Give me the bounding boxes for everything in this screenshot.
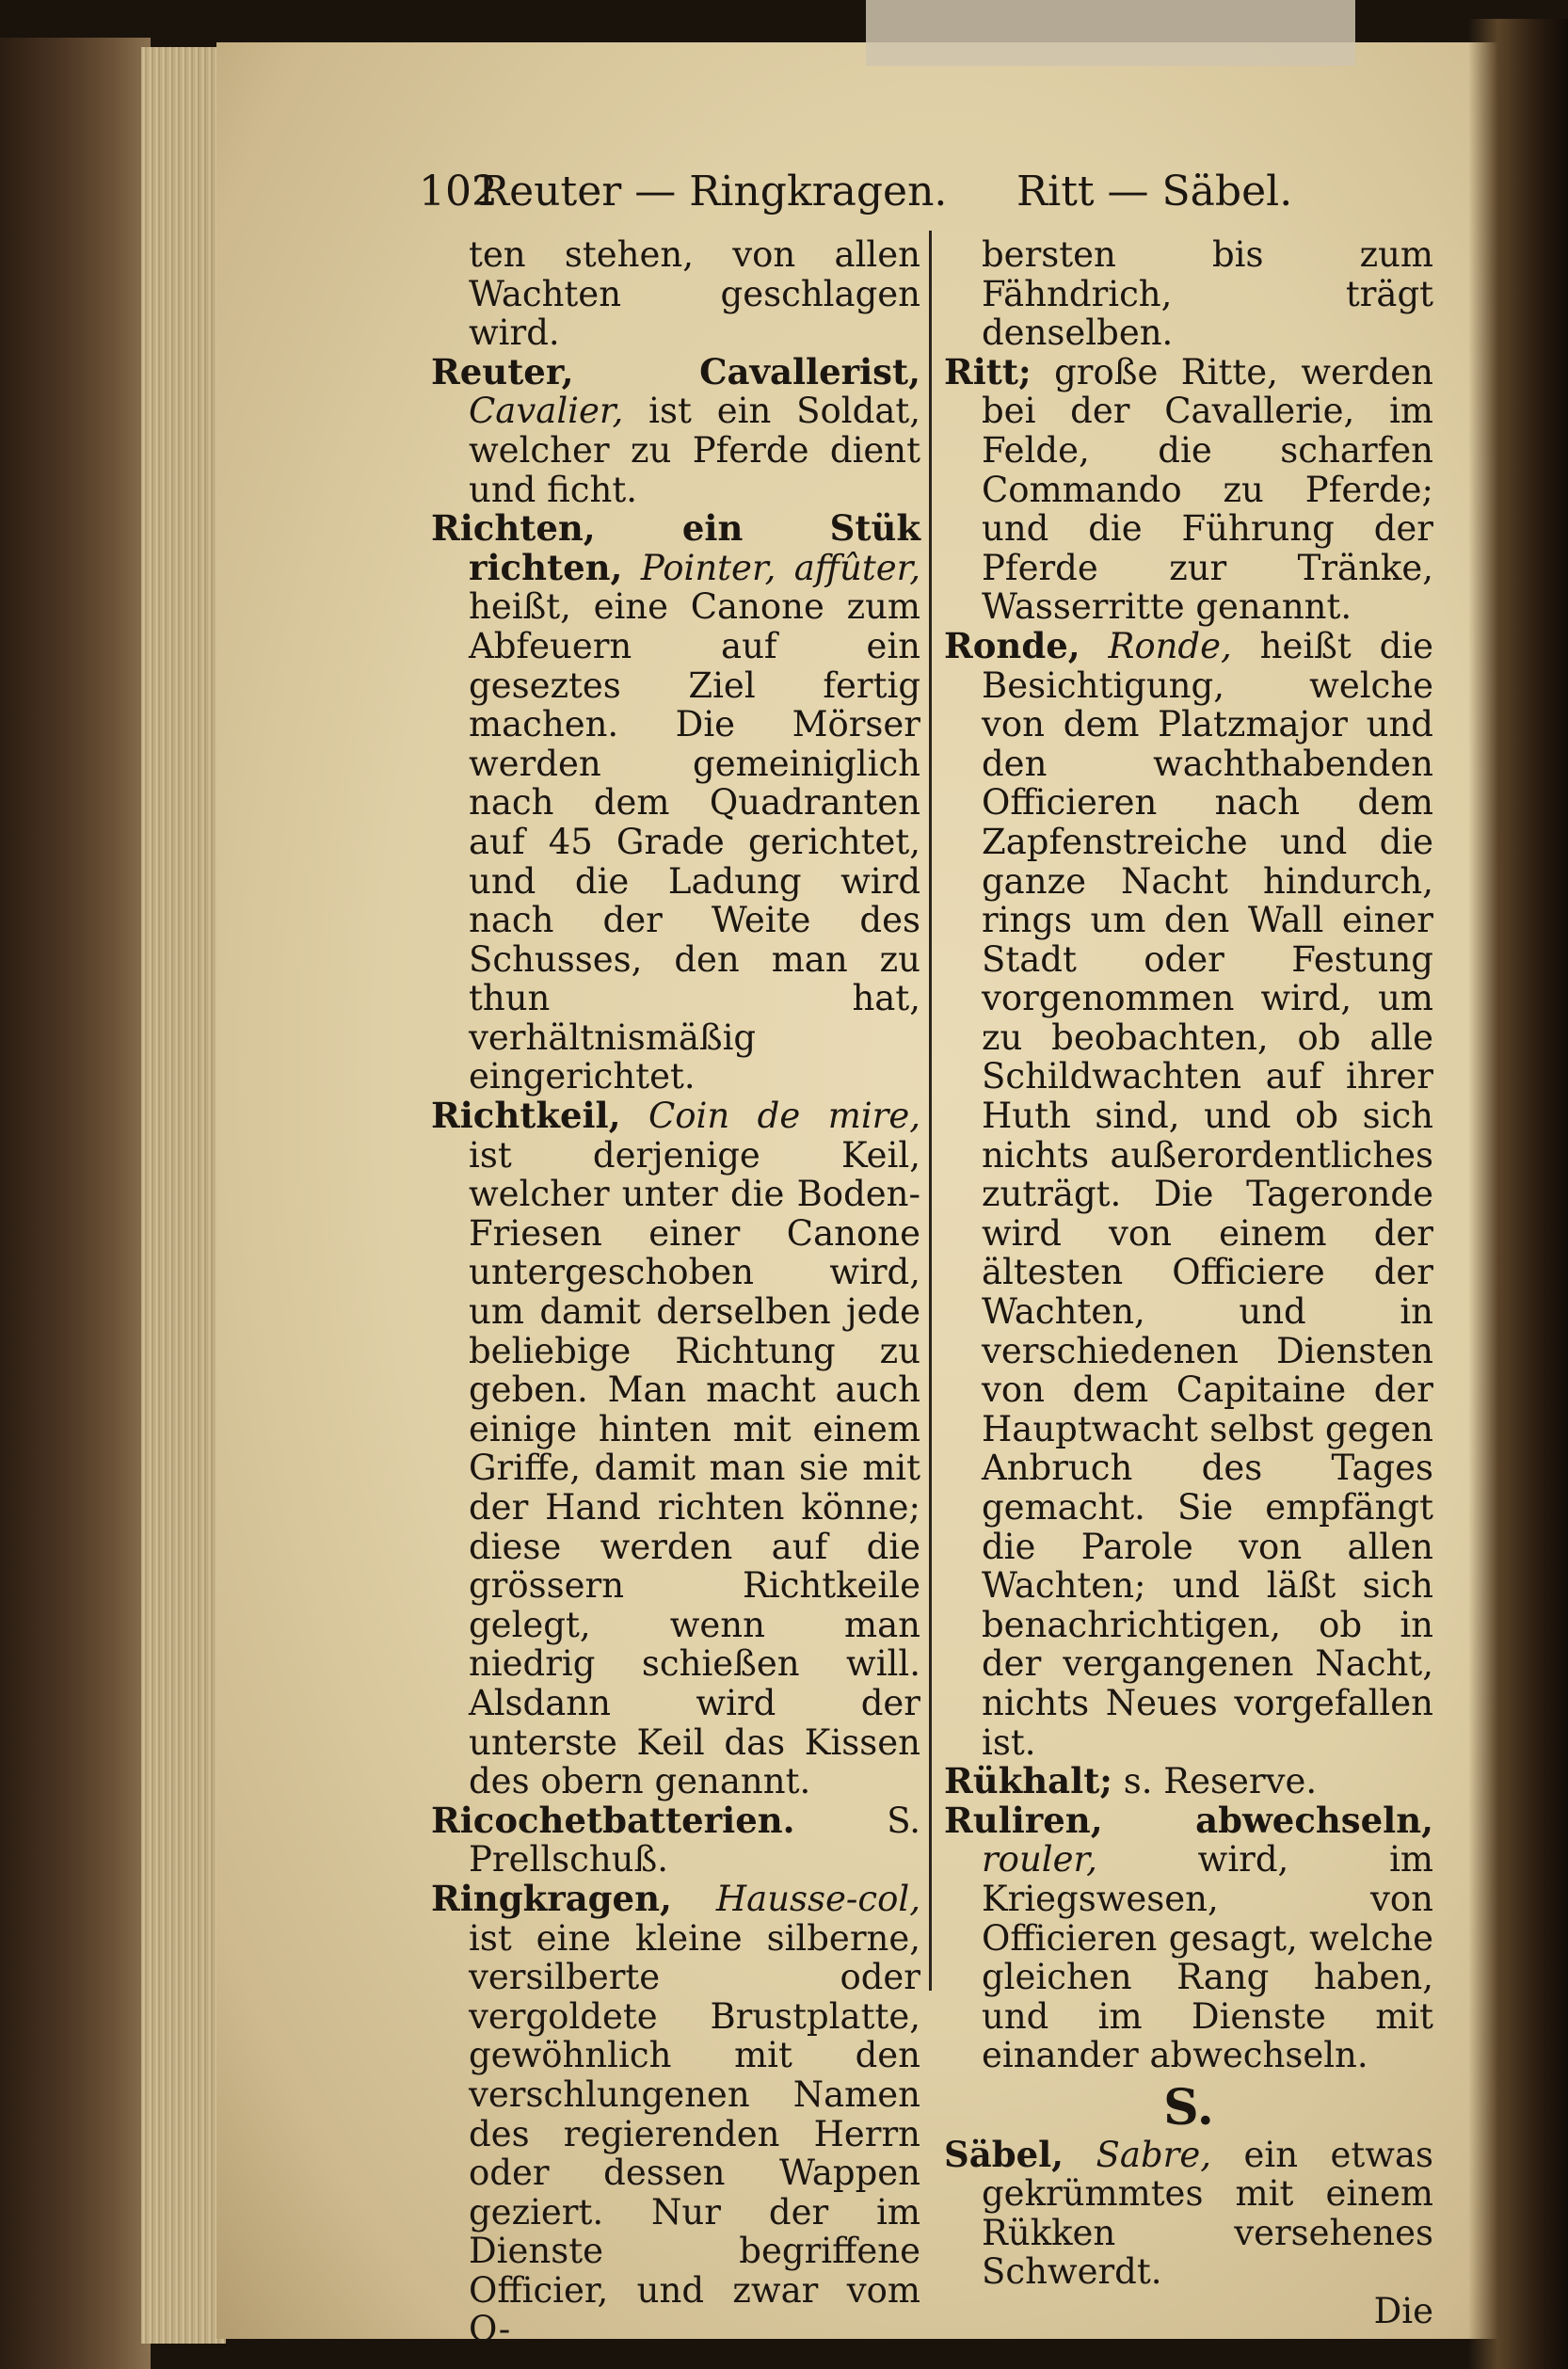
entry-definition: ist derjenige Keil, welcher unter die Boden-Friesen einer Canone untergeschoben wird, um damit derselben jede beliebige Richtung zu geben. Man macht auch einige hinten mit einem Griffe, damit man sie mit der Hand richten könne; diese werden auf die grössern Richtkeile gelegt, wenn man niedrig schießen will. Alsdann wird der unterste Keil das Kissen des obern genannt. — [469, 1134, 920, 1802]
entry-headword: Reuter, Cavallerist, — [431, 350, 920, 392]
entry-headword: Ringkragen, — [431, 1877, 672, 1919]
gutter-shadow — [1468, 19, 1568, 2369]
column-rule — [929, 231, 932, 1991]
entry-french-term: rouler, — [982, 1839, 1097, 1881]
dictionary-entry — [944, 2133, 1434, 2293]
entry-headword: Ritt; — [944, 350, 1032, 392]
entry-headword: Richten, ein Stük richten, — [431, 507, 920, 588]
dictionary-entry — [431, 1801, 920, 1880]
entry-definition: ein etwas gekrümmtes mit einem Rükken versehenes Schwerdt. — [982, 2134, 1434, 2293]
entry-headword: Ricochetbatterien. — [431, 1799, 795, 1841]
entry-french-term: Pointer, affûter, — [640, 547, 921, 588]
running-head-right: Ritt — Säbel. — [1016, 168, 1293, 216]
continuation-text: bersten bis zum Fähndrich, trägt denselben. — [982, 234, 1433, 354]
entry-definition: ist eine kleine silberne, versilberte oder vergoldete Brustplatte, gewöhnlich mit den verschlungenen Namen des regierenden Herrn oder dessen Wappen geziert. Nur der im Dienste begriffene Officier, und zwar vom O- — [469, 1917, 920, 2350]
page-stack-edge — [141, 47, 226, 2344]
entry-definition: große Ritte, werden bei der Cavallerie, im Felde, die scharfen Commando zu Pferde; und die Führung der Pferde zur Tränke, Wasserritte genannt. — [982, 351, 1433, 628]
dictionary-entry — [944, 624, 1434, 1763]
entry-french-term: Cavalier, — [469, 391, 624, 432]
dictionary-entry — [431, 350, 921, 510]
continuation-text: ten stehen, von allen Wachten geschlagen wird. — [469, 234, 920, 354]
book-cover-edge — [0, 38, 151, 2369]
entry-headword: Rükhalt; — [944, 1760, 1112, 1802]
entry-definition: s. Reserve. — [1123, 1761, 1318, 1802]
entry-french-term: Sabre, — [1096, 2134, 1211, 2175]
running-head-left: Reuter — Ringkragen. — [478, 168, 948, 216]
entry-headword: Ronde, — [944, 624, 1080, 666]
entry-definition: ist ein Soldat, welcher zu Pferde dient und ficht. — [469, 391, 921, 510]
entry-definition: S. Prellschuß. — [469, 1800, 920, 1881]
entry-definition: heißt, eine Canone zum Abfeuern auf ein geseztes Ziel fertig machen. Die Mörser werden gemeiniglich nach dem Quadranten auf 45 Grade gerichtet, und die Ladung wird nach der Weite des Schusses, den man zu thun hat, verhältnismäßig eingerichtet. — [469, 586, 920, 1097]
torn-paper-strip — [866, 0, 1355, 66]
entry-french-term: Hausse-col, — [715, 1878, 920, 1919]
right-column — [944, 235, 1433, 2330]
entry-headword: Ruliren, abwechseln, — [944, 1799, 1433, 1841]
dictionary-entry — [431, 1096, 920, 1801]
entry-french-term: Coin de mire, — [648, 1096, 920, 1137]
entry-headword: Richtkeil, — [431, 1095, 621, 1137]
entry-definition: wird, im Kriegswesen, von Officieren gesagt, welche gleichen Rang haben, und im Dienste mit einander abwechseln. — [982, 1839, 1433, 2076]
page-number: 102 — [419, 168, 498, 216]
left-column — [431, 235, 920, 2349]
catchword: Die — [1373, 2290, 1433, 2331]
dictionary-entry — [944, 350, 1433, 628]
dictionary-entry — [431, 1877, 920, 2350]
entry-definition: heißt die Besichtigung, welche von dem Platzmajor und den wachthabenden Officieren nach dem Zapfenstreiche und die ganze Nacht hindurch, rings um den Wall einer Stadt oder Festung vorgenommen wird, um zu beobachten, ob alle Schildwachten auf ihrer Huth sind, und ob sich nichts außerordentliches zuträgt. Die Tageronde wird von einem der ältesten Officiere der Wachten, und in verschiedenen Diensten von dem Capitaine der Hauptwacht selbst gegen Anbruch des Tages gemacht. Sie empfängt die Parole von allen Wachten; und läßt sich benachrichtigen, ob in der vergangenen Nacht, nichts Neues vorgefallen ist. — [982, 625, 1434, 1763]
entry-french-term: Ronde, — [1108, 625, 1232, 666]
dictionary-entry — [944, 1762, 1433, 1801]
section-letter: S. — [1163, 2078, 1214, 2137]
entry-headword: Säbel, — [944, 2133, 1064, 2175]
dictionary-entry — [431, 509, 920, 1096]
dictionary-entry — [944, 1801, 1433, 2075]
